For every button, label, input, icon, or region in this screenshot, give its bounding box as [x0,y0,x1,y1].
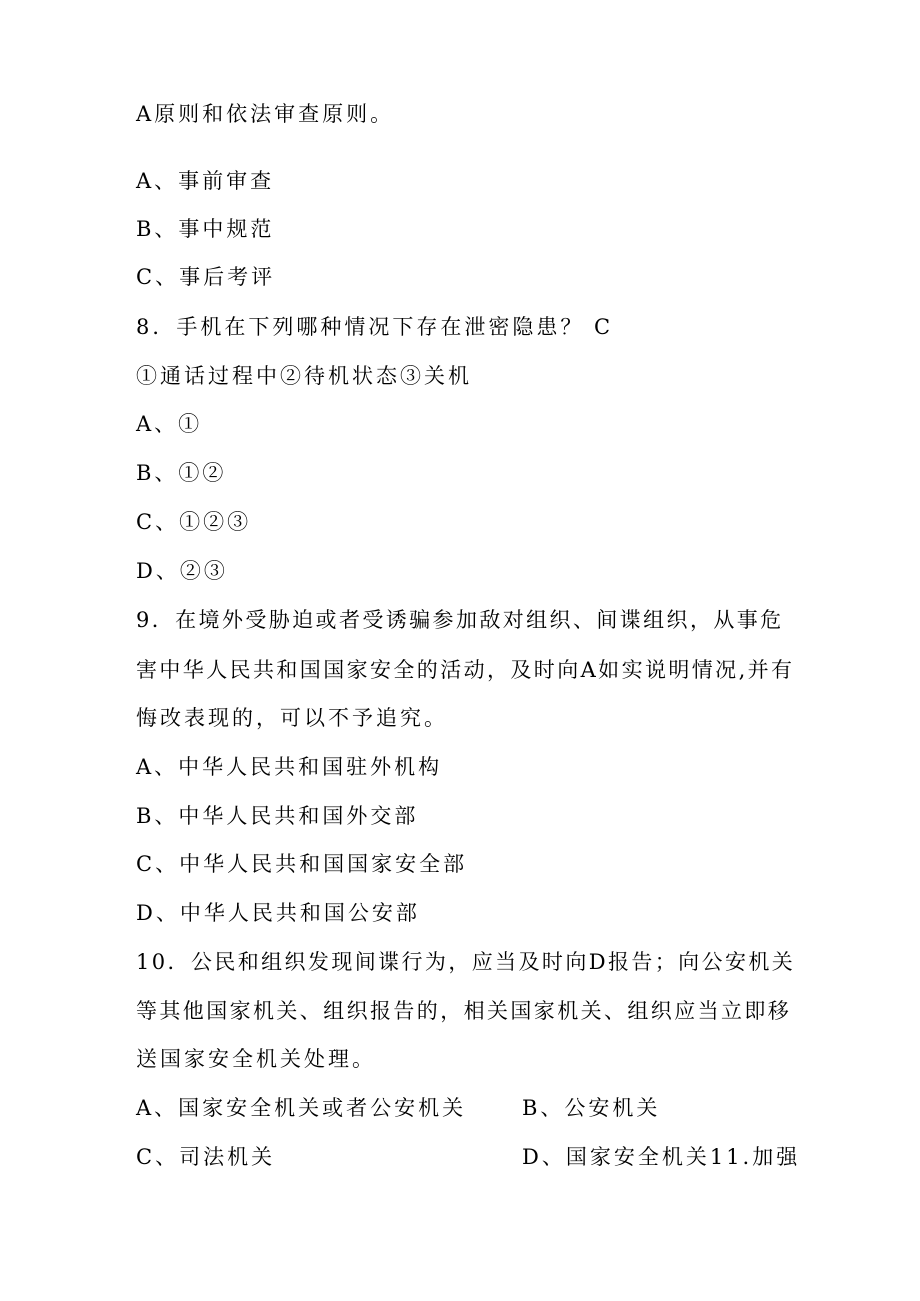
q8-option-c: C、①②③ [136,510,252,534]
q9-option-a: A、中华人民共和国驻外机构 [136,755,443,779]
q9-stem-line-2: 害中华人民共和国国家安全的活动，及时向A如实说明情况,并有 [136,658,795,682]
q10-stem-line-2: 等其他国家机关、组织报告的，相关国家机关、组织应当立即移 [136,999,792,1023]
q7-option-b: B、事中规范 [136,217,275,241]
q7-option-c: C、事后考评 [136,265,276,289]
q10-option-b: B、公安机关 [522,1096,661,1120]
q9-option-c: C、中华人民共和国国家安全部 [136,852,468,876]
q10-option-a: A、国家安全机关或者公安机关 [136,1096,467,1120]
q10-stem-line-3: 送国家安全机关处理。 [136,1047,376,1071]
q8-option-b: B、①② [136,461,227,485]
q10-option-d: D、国家安全机关11.加强 [522,1145,801,1169]
q9-stem-line-3: 悔改表现的，可以不予追究。 [136,706,448,730]
q7-option-a: A、事前审查 [136,169,275,193]
q8-sub: ①通话过程中②待机状态③关机 [136,364,472,388]
q8-option-a: A、① [136,412,203,436]
q9-option-d: D、中华人民共和国公安部 [136,901,420,925]
intro-line: A原则和依法审查原则。 [136,102,395,126]
q9-stem-line-1: 9．在境外受胁迫或者受诱骗参加敌对组织、间谍组织，从事危 [136,608,784,632]
q10-stem-line-1: 10．公民和组织发现间谍行为，应当及时向D报告；向公安机关 [136,950,796,974]
q10-option-c: C、司法机关 [136,1145,276,1169]
q8-stem: 8．手机在下列哪种情况下存在泄密隐患？ C [136,315,614,339]
q9-option-b: B、中华人民共和国外交部 [136,804,419,828]
q8-option-d: D、②③ [136,559,228,583]
